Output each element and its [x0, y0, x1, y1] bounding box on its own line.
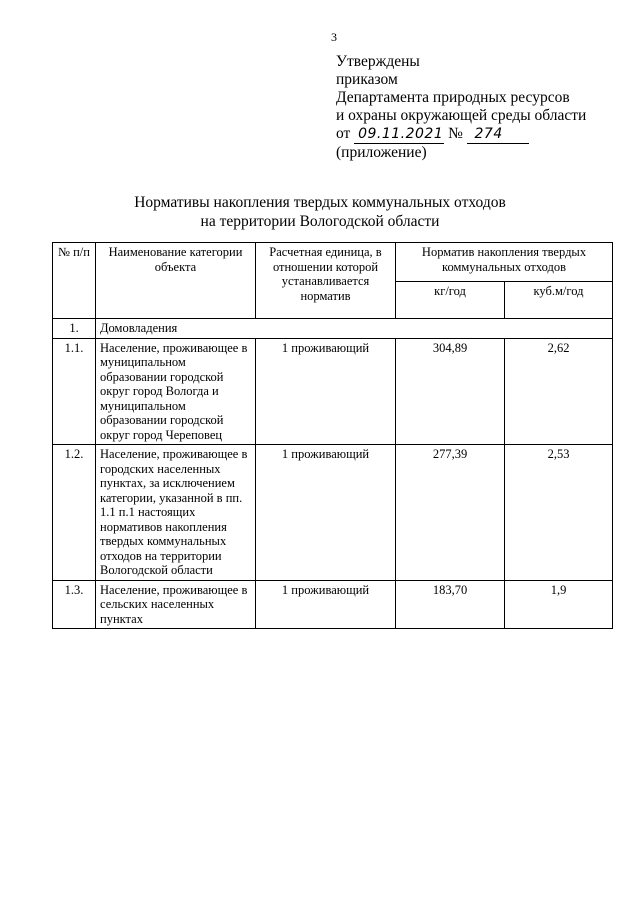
row-kg: 183,70 — [396, 580, 505, 629]
header-m3: куб.м/год — [505, 282, 613, 319]
approval-line: приказом — [336, 71, 398, 88]
row-kg: 277,39 — [396, 445, 505, 581]
header-kg: кг/год — [396, 282, 505, 319]
table-row — [53, 338, 613, 445]
row-unit: 1 проживающий — [256, 445, 396, 581]
from-label: от — [336, 125, 351, 142]
row-unit: 1 проживающий — [256, 580, 396, 629]
section-name: Домовладения — [96, 319, 613, 339]
row-num: 1.3. — [53, 580, 96, 629]
section-row — [53, 319, 613, 339]
row-m3: 1,9 — [505, 580, 613, 629]
table-row — [53, 445, 613, 581]
approval-date-line — [336, 125, 586, 144]
number-label: № — [448, 125, 463, 142]
row-name: Население, проживающее в муниципальном образовании городской округ город Вологда и муниципальном образовании городской округ город Череповец — [96, 338, 256, 445]
approval-date-field — [354, 125, 444, 144]
table-row — [53, 580, 613, 629]
approval-number: 274 — [474, 126, 503, 142]
approval-block — [336, 53, 586, 162]
header-name: Наименование категории объекта — [96, 243, 256, 319]
document-title — [0, 193, 640, 231]
appendix-label: (приложение) — [336, 144, 427, 161]
row-kg: 304,89 — [396, 338, 505, 445]
header-norm: Норматив накопления твердых коммунальных отходов — [396, 243, 613, 282]
norms-table — [52, 242, 613, 629]
approval-number-field — [467, 125, 529, 144]
approval-line: Утверждены — [336, 53, 420, 70]
row-num: 1.1. — [53, 338, 96, 445]
table-header-row — [53, 243, 613, 282]
row-name: Население, проживающее в сельских населенных пунктах — [96, 580, 256, 629]
title-line-2: на территории Вологодской области — [200, 213, 440, 230]
approval-line: и охраны окружающей среды области — [336, 107, 587, 124]
section-num: 1. — [53, 319, 96, 339]
page-number: 3 — [331, 30, 337, 44]
row-num: 1.2. — [53, 445, 96, 581]
row-name: Население, проживающее в городских населенных пунктах, за исключением категории, указанной в пп. 1.1 п.1 настоящих нормативов накопления твердых коммунальных отходов на территории Вологодской области — [96, 445, 256, 581]
row-m3: 2,62 — [505, 338, 613, 445]
approval-date: 09.11.2021 — [358, 126, 444, 142]
title-line-1: Нормативы накопления твердых коммунальных отходов — [134, 194, 506, 211]
header-num: № п/п — [53, 243, 96, 319]
header-unit: Расчетная единица, в отношении которой устанавливается норматив — [256, 243, 396, 319]
row-m3: 2,53 — [505, 445, 613, 581]
row-unit: 1 проживающий — [256, 338, 396, 445]
approval-line: Департамента природных ресурсов — [336, 89, 570, 106]
